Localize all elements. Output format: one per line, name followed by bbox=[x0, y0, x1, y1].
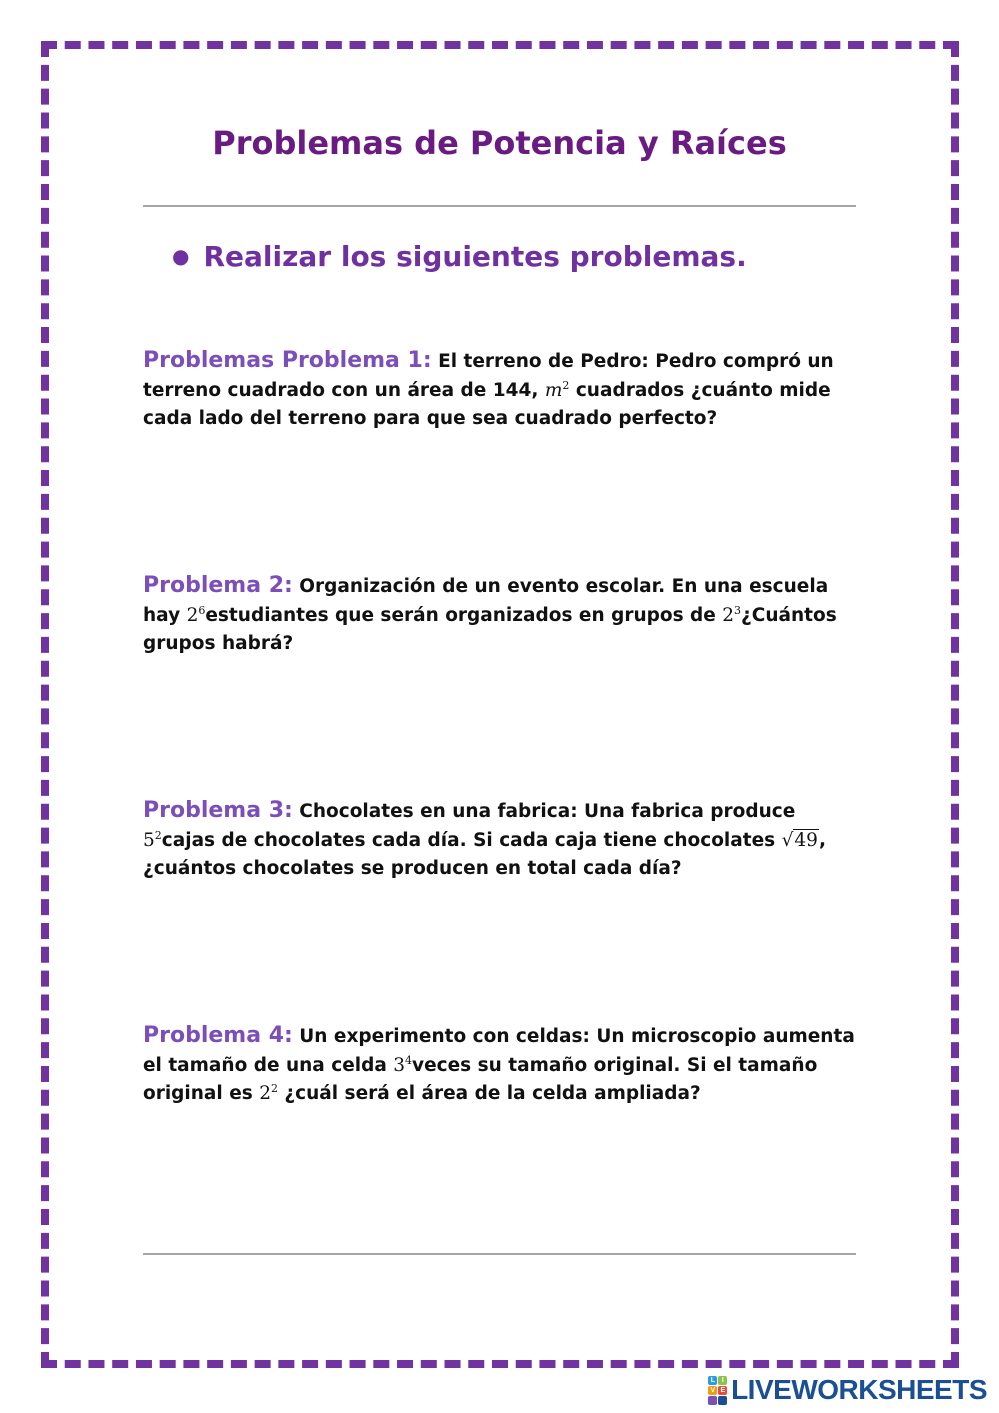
bullet-icon: ● bbox=[172, 244, 190, 268]
instruction-text: Realizar los siguientes problemas. bbox=[203, 240, 747, 273]
problem-2-power-1: $2^6$ bbox=[186, 603, 206, 626]
problem-3-label: Problema 3: bbox=[143, 798, 293, 823]
problem-1-text-a: El terreno de Pedro: Pedro compró un terreno cuadrado con un área de 144, bbox=[143, 351, 834, 401]
problem-2-label: Problema 2: bbox=[143, 573, 293, 598]
problem-1-label: Problemas Problema 1: bbox=[143, 348, 432, 373]
problem-4-text-c: ¿cuál será el área de la celda ampliada? bbox=[277, 1083, 701, 1104]
square-root-expression: √49 bbox=[781, 829, 818, 851]
logo-square: E bbox=[718, 1386, 727, 1395]
logo-square bbox=[708, 1396, 717, 1405]
problem-3-text-b: cajas de chocolates cada día. Si cada caja tiene chocolates bbox=[161, 829, 782, 851]
bottom-divider bbox=[143, 1253, 856, 1255]
instruction-item bbox=[172, 240, 747, 273]
problem-2 bbox=[143, 572, 858, 659]
problem-4-label: Problema 4: bbox=[143, 1023, 293, 1048]
problem-2-text-b: estudiantes que serán organizados en grupos de bbox=[205, 604, 723, 626]
logo-square bbox=[718, 1396, 727, 1405]
problem-4-power-1: $3^4$ bbox=[393, 1053, 413, 1076]
liveworksheets-logo-icon bbox=[708, 1376, 727, 1405]
problem-3-text-a: Chocolates en una fabrica: Una fabrica produce bbox=[292, 801, 796, 822]
problem-2-text-c: ¿Cuántos grupos habrá? bbox=[143, 604, 837, 654]
problem-4 bbox=[143, 1022, 858, 1109]
problem-4-text-b: veces su tamaño original. Si el tamaño original es bbox=[143, 1054, 818, 1104]
problem-1-text-b: cuadrados ¿cuánto mide cada lado del terreno para que sea cuadrado perfecto? bbox=[143, 379, 831, 429]
problem-2-text-a: Organización de un evento escolar. En una escuela hay bbox=[143, 576, 829, 626]
problem-3-power-1: $5^2$ bbox=[143, 828, 162, 851]
watermark-text: LIVEWORKSHEETS bbox=[731, 1374, 987, 1405]
page-title: Problemas de Potencia y Raíces bbox=[212, 124, 787, 162]
problem-4-text-a: Un experimento con celdas: Un microscopio aumenta el tamaño de una celda bbox=[143, 1026, 855, 1076]
liveworksheets-watermark bbox=[708, 1375, 987, 1405]
sqrt-icon: √ bbox=[781, 829, 794, 851]
logo-square: V bbox=[708, 1386, 717, 1395]
problem-1 bbox=[143, 347, 858, 434]
problem-3-text-c: , ¿cuántos chocolates se producen en total cada día? bbox=[143, 829, 826, 879]
logo-square: L bbox=[708, 1376, 717, 1385]
problem-2-power-2: $2^3$ bbox=[722, 603, 742, 626]
top-divider bbox=[143, 205, 856, 207]
problem-3 bbox=[143, 797, 858, 884]
problem-4-power-2: $2^2$ bbox=[259, 1082, 278, 1104]
logo-square: I bbox=[718, 1376, 727, 1385]
problem-1-math: $m^2$ bbox=[544, 378, 570, 401]
